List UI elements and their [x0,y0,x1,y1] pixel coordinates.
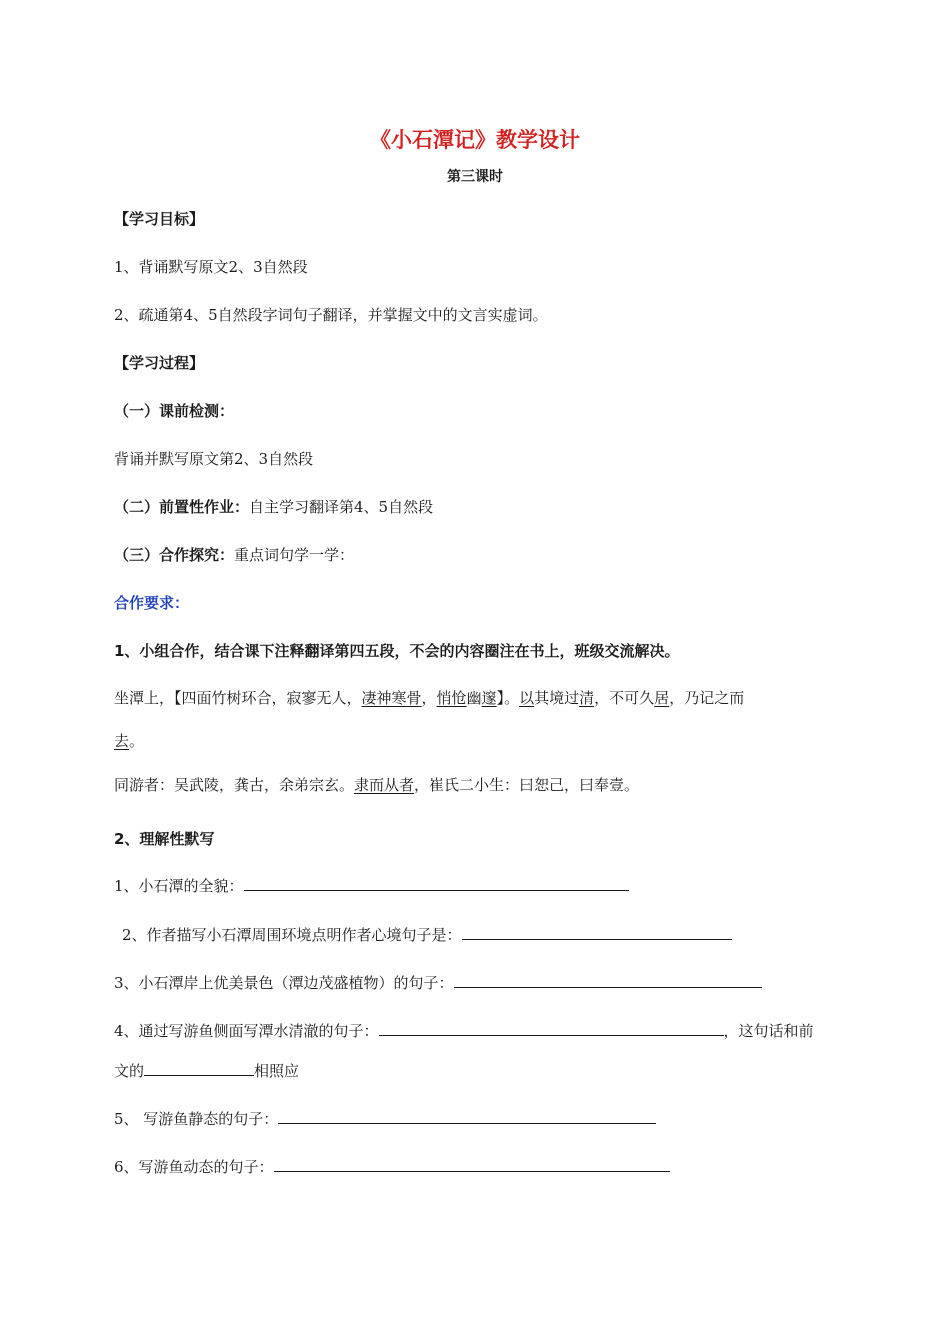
cooperation-label: 合作要求： [114,594,190,612]
question-text: 1、小石潭的全貌： [114,877,244,895]
cooperation-task-1: 1、小组合作，结合课下注释翻译第四五段，不会的内容圈注在书上，班级交流解决。 [114,642,680,660]
passage-text: 其境过 [534,689,580,707]
answer-blank[interactable] [144,1061,254,1076]
key-phrase: 悄怆 [436,689,467,707]
question-text: 相照应 [254,1062,300,1080]
key-phrase: 凄神寒骨 [361,689,422,707]
process-heading: 【学习过程】 [114,354,205,372]
part1-text: 背诵并默写原文第2、3自然段 [114,450,314,468]
key-word: 去 [114,732,130,750]
part1-line [114,401,234,421]
dictation-question-3 [114,973,762,993]
passage-text: 幽 [466,689,482,707]
question-text: 6、写游鱼动态的句子： [114,1158,274,1176]
question-text: 3、小石潭岸上优美景色（潭边茂盛植物）的句子： [114,974,454,992]
question-text: 5、 写游鱼静态的句子： [114,1110,279,1128]
question-text: 4、通过写游鱼侧面写潭水清澈的句子： [114,1022,379,1040]
key-phrase: 邃 [481,689,497,707]
passage-text: 坐潭上，【四面竹树环合，寂寥无人， [114,689,362,707]
objective-item-1: 1、背诵默写原文2、3自然段 [114,258,308,276]
objective-item-2: 2、疏通第4、5自然段字词句子翻译，并掌握文中的文言实虚词。 [114,306,548,324]
dictation-question-4 [114,1021,814,1041]
passage-1-line-1 [114,688,744,708]
answer-blank[interactable] [278,1109,656,1124]
question-text: ，这句话和前 [723,1022,814,1040]
passage-text: ，不可久 [594,689,655,707]
passage-2 [114,775,639,795]
page-title: 《小石潭记》教学设计 [370,128,580,152]
passage-text: 。 [129,732,145,750]
key-word: 以 [519,689,535,707]
passage-1-line-2 [114,731,144,751]
answer-blank[interactable] [274,1157,670,1172]
dictation-question-4-cont [114,1061,299,1081]
key-word: 清 [579,689,595,707]
dictation-question-2 [122,925,732,945]
passage-text: ，崔氏二小生：曰恕己，曰奉壹。 [414,776,640,794]
passage-text: 同游者：吴武陵，龚古，余弟宗玄。 [114,776,355,794]
key-phrase: 隶而从者 [354,776,415,794]
dictation-question-1 [114,876,629,896]
answer-blank[interactable] [454,973,762,988]
question-text: 2、作者描写小石潭周围环境点明作者心境句子是： [122,926,462,944]
part3-text: 重点词句学一学： [234,546,355,564]
dictation-question-5 [114,1109,656,1129]
key-word: 居 [654,689,670,707]
dictation-question-6 [114,1157,670,1177]
passage-text: ， [421,689,437,707]
answer-blank[interactable] [462,925,732,940]
answer-blank[interactable] [379,1021,724,1036]
dictation-heading: 2、理解性默写 [114,830,215,848]
passage-text: 】。 [496,689,520,707]
question-text: 文的 [114,1062,145,1080]
part3-heading: （三）合作探究： [114,546,235,564]
part2-text: 自主学习翻译第4、5自然段 [249,498,434,516]
part2-line [114,497,433,517]
passage-text: ，乃记之而 [669,689,745,707]
answer-blank[interactable] [244,876,629,891]
part3-line [114,545,354,565]
part1-heading: （一）课前检测： [114,402,235,420]
objectives-heading: 【学习目标】 [114,210,205,228]
page-subtitle: 第三课时 [447,169,503,185]
part2-heading: （二）前置性作业： [114,498,250,516]
